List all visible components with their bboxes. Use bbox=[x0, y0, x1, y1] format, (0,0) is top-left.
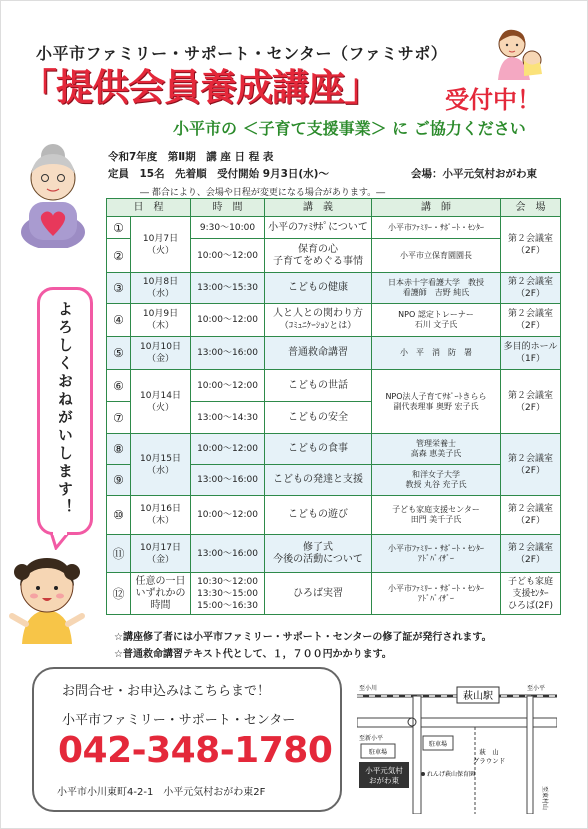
date-text: 10月8日 bbox=[142, 277, 179, 287]
venue-floor: （2F） bbox=[516, 554, 545, 565]
org-line: 小平市ファミリー・サポート・センター（ファミサポ） bbox=[36, 44, 448, 63]
instructor-line: 副代表理事 奥野 宏子氏 bbox=[393, 401, 479, 411]
time-cell: 13:00～16:00 bbox=[191, 535, 265, 573]
venue-room: 多目的ホール bbox=[503, 342, 558, 352]
instructor-line: 管理栄養士 bbox=[416, 439, 456, 448]
instructor-line: 子ども家庭支援センター bbox=[392, 505, 480, 514]
header-lecture: 講 義 bbox=[265, 199, 372, 217]
time-cell: 13:00～15:30 bbox=[191, 273, 265, 304]
date-cell bbox=[131, 496, 191, 535]
station-label: 萩山駅 bbox=[463, 691, 493, 702]
weekday-text: （木） bbox=[146, 516, 174, 526]
venue-cell bbox=[501, 217, 561, 273]
date-cell bbox=[131, 434, 191, 496]
session-number: ⑫ bbox=[107, 573, 131, 615]
instructor-line: 教授 丸谷 充子氏 bbox=[405, 480, 467, 489]
date-cell bbox=[131, 337, 191, 370]
weekday-text: （火） bbox=[146, 245, 174, 256]
access-map bbox=[357, 676, 557, 814]
time-cell: 13:00～16:00 bbox=[191, 337, 265, 370]
session-number: ⑩ bbox=[107, 496, 131, 535]
note-textbook-fee: ☆普通救命講習テキスト代として、１，７００円かかります。 bbox=[114, 649, 392, 660]
instructor-cell bbox=[372, 573, 501, 615]
session-number: ② bbox=[107, 239, 131, 273]
header-instructor: 講 師 bbox=[372, 199, 501, 217]
instructor-cell bbox=[372, 304, 501, 337]
time-cell: 10:00～12:00 bbox=[191, 434, 265, 465]
venue-room: 第２会議室 bbox=[507, 277, 553, 287]
instructor-line: 高森 恵美子氏 bbox=[410, 449, 462, 458]
date-cell bbox=[131, 535, 191, 573]
session-number: ⑧ bbox=[107, 434, 131, 465]
time-cell: 10:00～12:00 bbox=[191, 496, 265, 535]
weekday-text: （水） bbox=[146, 465, 174, 476]
session-number: ④ bbox=[107, 304, 131, 337]
instructor-line: ｱﾄﾞﾊﾞｲｻﾞｰ bbox=[418, 553, 454, 563]
venue-cell bbox=[501, 434, 561, 496]
instructor-line: 看護師 吉野 純氏 bbox=[402, 288, 470, 297]
map-label-kodaira: 至小川 bbox=[359, 686, 378, 692]
capacity-line: 定員 15名 先着順 受付開始 9月3日(水)～ bbox=[108, 168, 329, 180]
lecture-cell: こどもの食事 bbox=[265, 434, 372, 465]
session-number: ⑤ bbox=[107, 337, 131, 370]
east-road bbox=[527, 696, 533, 814]
instructor-cell bbox=[372, 434, 501, 465]
subtitle: 小平市の ＜子育て支援事業＞ に ご協力ください bbox=[173, 119, 526, 138]
date-text: 10月14日 bbox=[140, 390, 181, 401]
venue-line: 会場：小平元気村おがわ東 bbox=[411, 168, 537, 180]
schedule-table bbox=[106, 198, 561, 615]
date-text: 時間 bbox=[150, 599, 171, 611]
contact-org: 小平市ファミリー・サポート・センター bbox=[62, 713, 296, 728]
date-cell bbox=[131, 370, 191, 434]
lecture-line: 修了式 bbox=[303, 541, 333, 553]
instructor-cell: 小 平 消 防 署 bbox=[372, 337, 501, 370]
table-header-row bbox=[107, 199, 561, 217]
date-text: 10月9日 bbox=[142, 309, 179, 319]
header-time: 時 間 bbox=[191, 199, 265, 217]
speech-text: よろしくおねがいします！ bbox=[56, 301, 74, 517]
mother-baby-illustration bbox=[490, 24, 552, 80]
table-row bbox=[107, 217, 561, 239]
instructor-cell bbox=[372, 465, 501, 496]
weekday-text: （金） bbox=[146, 354, 174, 364]
instructor-line: NPO法人子育てｻﾎﾟｰﾄきらら bbox=[385, 391, 487, 401]
venue-room: ひろば(2F) bbox=[508, 600, 553, 611]
time-line: 15:00～16:30 bbox=[197, 600, 258, 611]
header-date: 日 程 bbox=[107, 199, 191, 217]
instructor-line: 小平市ﾌｧﾐﾘｰ・ｻﾎﾟｰﾄ・ｾﾝﾀｰ bbox=[388, 543, 484, 553]
time-cell: 13:00～14:30 bbox=[191, 402, 265, 434]
time-cell bbox=[191, 573, 265, 615]
lecture-cell: こどもの世話 bbox=[265, 370, 372, 402]
instructor-line: 小平市ﾌｧﾐﾘｰ・ｻﾎﾟｰﾄ・ｾﾝﾀｰ bbox=[388, 583, 484, 593]
girl-illustration bbox=[4, 546, 90, 646]
date-text: 10月10日 bbox=[140, 342, 181, 352]
venue-room: 第２会議室 bbox=[507, 233, 553, 244]
time-line: 10:30～12:00 bbox=[197, 576, 258, 587]
lecture-line: 今後の活動について bbox=[273, 553, 363, 565]
time-cell: 13:00～16:00 bbox=[191, 465, 265, 496]
lecture-cell: 普通救命講習 bbox=[265, 337, 372, 370]
lecture-cell bbox=[265, 304, 372, 337]
contact-address: 小平市小川東町4-2-1 小平元気村おがわ東2F bbox=[57, 787, 266, 798]
lecture-cell: 小平のﾌｧﾐｻﾎﾟについて bbox=[265, 217, 372, 239]
venue-room: 第２会議室 bbox=[507, 542, 553, 553]
nursery-marker bbox=[421, 772, 425, 776]
lecture-line: 保育の心 bbox=[298, 243, 338, 255]
venue-floor: （1F） bbox=[516, 354, 545, 364]
date-cell bbox=[131, 573, 191, 615]
table-row bbox=[107, 370, 561, 402]
ground-label-1: 萩 山 bbox=[479, 749, 499, 756]
lecture-cell: ひろば実習 bbox=[265, 573, 372, 615]
instructor-cell bbox=[372, 535, 501, 573]
venue-cell bbox=[501, 337, 561, 370]
lecture-cell: こどもの安全 bbox=[265, 402, 372, 434]
lecture-line: 人と人との関わり方 bbox=[273, 308, 363, 319]
venue-cell bbox=[501, 273, 561, 304]
date-cell bbox=[131, 304, 191, 337]
lecture-line: 子育てをめぐる事情 bbox=[273, 255, 363, 267]
venue-cell bbox=[501, 573, 561, 615]
instructor-line: 石川 文子氏 bbox=[414, 320, 458, 329]
header-venue: 会 場 bbox=[501, 199, 561, 217]
table-row bbox=[107, 434, 561, 465]
weekday-text: （金） bbox=[146, 554, 174, 565]
map-label-road: 至新小平 bbox=[359, 736, 384, 742]
venue-floor: （2F） bbox=[516, 245, 545, 256]
date-text: 10月17日 bbox=[140, 542, 181, 553]
genkimura-label-2: おがわ東 bbox=[369, 776, 399, 785]
notes bbox=[114, 629, 492, 663]
parking-label-2: 駐車場 bbox=[428, 742, 448, 748]
time-cell: 10:00～12:00 bbox=[191, 239, 265, 273]
session-number: ⑥ bbox=[107, 370, 131, 402]
instructor-cell bbox=[372, 370, 501, 434]
time-cell: 10:00～12:00 bbox=[191, 304, 265, 337]
session-number: ⑨ bbox=[107, 465, 131, 496]
contact-phone[interactable]: 042-348-1780 bbox=[58, 730, 333, 771]
change-notice: ― 都合により、会場や日程が変更になる場合があります。― bbox=[140, 188, 386, 198]
session-number: ① bbox=[107, 217, 131, 239]
lecture-cell bbox=[265, 535, 372, 573]
instructor-cell: 小平市ﾌｧﾐﾘｰ・ｻﾎﾟｰﾄ・ｾﾝﾀｰ bbox=[372, 217, 501, 239]
venue-cell bbox=[501, 496, 561, 535]
venue-floor: （2F） bbox=[516, 465, 545, 476]
venue-room: 支援ｾﾝﾀｰ bbox=[512, 588, 549, 599]
venue-floor: （2F） bbox=[516, 321, 545, 331]
north-south-road bbox=[413, 696, 421, 814]
lecture-cell bbox=[265, 239, 372, 273]
weekday-text: （火） bbox=[146, 402, 174, 413]
grandmother-illustration bbox=[13, 140, 93, 248]
map-label-higashi: 至東村山 bbox=[541, 786, 547, 811]
venue-cell bbox=[501, 370, 561, 434]
map-label-hagiyama: 至小平 bbox=[527, 686, 546, 692]
session-number: ⑦ bbox=[107, 402, 131, 434]
instructor-line: 田門 美千子氏 bbox=[410, 515, 462, 524]
lecture-cell: こどもの遊び bbox=[265, 496, 372, 535]
weekday-text: （水） bbox=[146, 289, 174, 299]
table-row bbox=[107, 304, 561, 337]
table-row bbox=[107, 337, 561, 370]
venue-room: 第２会議室 bbox=[507, 309, 553, 319]
parking-label-1: 駐車場 bbox=[368, 750, 388, 756]
lecture-cell: こどもの発達と支援 bbox=[265, 465, 372, 496]
venue-floor: （2F） bbox=[516, 289, 545, 299]
table-row bbox=[107, 496, 561, 535]
date-text: 任意の一日 bbox=[135, 575, 186, 587]
instructor-cell: 小平市立保育園園長 bbox=[372, 239, 501, 273]
weekday-text: （木） bbox=[146, 321, 174, 331]
venue-room: 第２会議室 bbox=[507, 390, 553, 401]
time-cell: 10:00～12:00 bbox=[191, 370, 265, 402]
lecture-cell: こどもの健康 bbox=[265, 273, 372, 304]
venue-room: 第２会議室 bbox=[507, 504, 553, 514]
instructor-cell bbox=[372, 273, 501, 304]
note-certificate: ☆講座修了者には小平市ファミリー・サポート・センターの修了証が発行されます。 bbox=[114, 632, 492, 643]
venue-cell bbox=[501, 304, 561, 337]
time-line: 13:30～15:00 bbox=[197, 588, 258, 599]
venue-floor: （2F） bbox=[516, 402, 545, 413]
venue-room: 子ども家庭 bbox=[507, 576, 553, 587]
venue-room: 第２会議室 bbox=[507, 453, 553, 464]
instructor-cell bbox=[372, 496, 501, 535]
date-text: 10月15日 bbox=[140, 453, 181, 464]
table-row bbox=[107, 273, 561, 304]
session-number: ③ bbox=[107, 273, 131, 304]
venue-cell bbox=[501, 535, 561, 573]
date-text: 10月16日 bbox=[140, 504, 181, 514]
instructor-line: NPO 認定トレーナー bbox=[398, 310, 474, 319]
date-cell bbox=[131, 217, 191, 273]
status-text: 受付中！ bbox=[445, 86, 541, 114]
table-row bbox=[107, 573, 561, 615]
ground-label-2: グラウンド bbox=[472, 758, 506, 765]
main-title: 「提供会員養成講座」 bbox=[20, 66, 380, 109]
session-number: ⑪ bbox=[107, 535, 131, 573]
genkimura-label-1: 小平元気村 bbox=[365, 766, 403, 775]
lecture-line: （ｺﾐｭﾆｹｰｼｮﾝとは） bbox=[279, 321, 357, 331]
date-text: 10月7日 bbox=[142, 233, 179, 244]
table-row bbox=[107, 535, 561, 573]
instructor-line: ｱﾄﾞﾊﾞｲｻﾞｰ bbox=[418, 593, 454, 603]
nursery-label: れんげ萩山保育園 bbox=[427, 772, 476, 778]
venue-floor: （2F） bbox=[516, 516, 545, 526]
instructor-line: 日本赤十字看護大学 教授 bbox=[388, 278, 484, 287]
contact-lead: お問合せ・お申込みはこちらまで！ bbox=[62, 684, 271, 699]
time-cell: 9:30～10:00 bbox=[191, 217, 265, 239]
schedule-heading: 令和7年度 第Ⅱ期 講 座 日 程 表 bbox=[108, 151, 274, 163]
date-cell bbox=[131, 273, 191, 304]
instructor-line: 和洋女子大学 bbox=[412, 470, 460, 479]
date-text: いずれかの bbox=[135, 587, 186, 599]
